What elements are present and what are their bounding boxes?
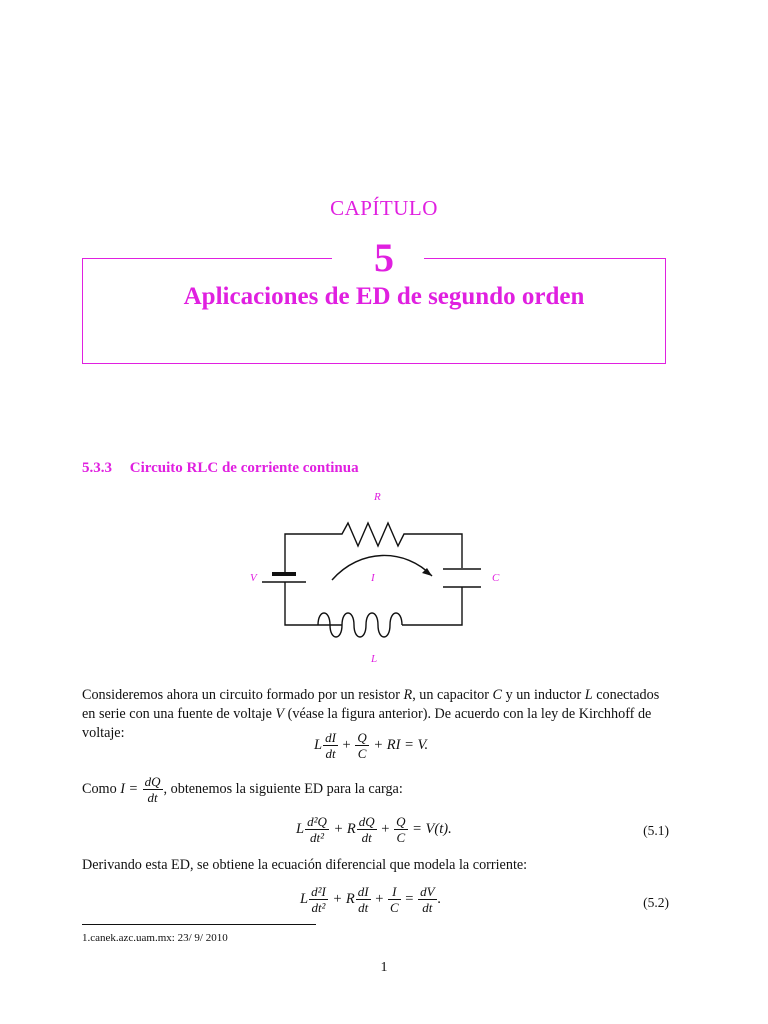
paragraph-como: Como I = $\frac{dQ}{dt}$ , obtenemos la siguiente ED para la carga: (82, 774, 403, 805)
rlc-circuit-diagram (240, 488, 520, 668)
section-number: 5.3.3 (82, 460, 112, 476)
paragraph-intro: Consideremos ahora un circuito formado por un resistor R, un capacitor C y un inductor L conectados en serie con una fuente de voltaje V (véase la figura anterior). De acuerdo con la ley de Kirchhoff de voltaje: (82, 687, 660, 741)
footnote-rule (82, 924, 316, 925)
equation-kirchhoff: L $\frac{dI}{dt}$ + $\frac{Q}{C}$ + RI = V. (314, 730, 429, 761)
equation-5-1: L $\frac{\text{d²Q}}{\text{dt²}}$ + R $\frac{dQ}{dt}$ + $\frac{Q}{C}$ = V(t). (296, 814, 452, 845)
equation-number-5-2: (5.2) (643, 895, 669, 910)
section-heading (82, 460, 359, 477)
label-L: L (371, 653, 378, 665)
footnote: 1.canek.azc.uam.mx: 23/ 9/ 2010 (82, 932, 228, 944)
paragraph-derivando: Derivando esta ED, se obtiene la ecuación diferencial que modela la corriente: (82, 857, 528, 873)
chapter-title: Aplicaciones de ED de segundo orden (183, 283, 585, 310)
label-C: C (492, 572, 500, 584)
chapter-label: CAPÍTULO (330, 196, 438, 220)
page-number: 1 (380, 960, 388, 975)
equation-5-2: L $\frac{\text{d²I}}{\text{dt²}}$ + R $\frac{dI}{dt}$ + $\frac{I}{C}$ = $\frac{dV}{dt}$ . (300, 884, 442, 915)
label-R: R (374, 491, 381, 503)
label-I: I (371, 572, 375, 584)
current-arrow (332, 555, 432, 580)
chapter-number: 5 (374, 235, 394, 280)
section-title: Circuito RLC de corriente continua (129, 460, 359, 476)
resistor-wire (285, 523, 462, 568)
equation-number-5-1: (5.1) (643, 823, 669, 838)
label-V: V (250, 572, 257, 584)
